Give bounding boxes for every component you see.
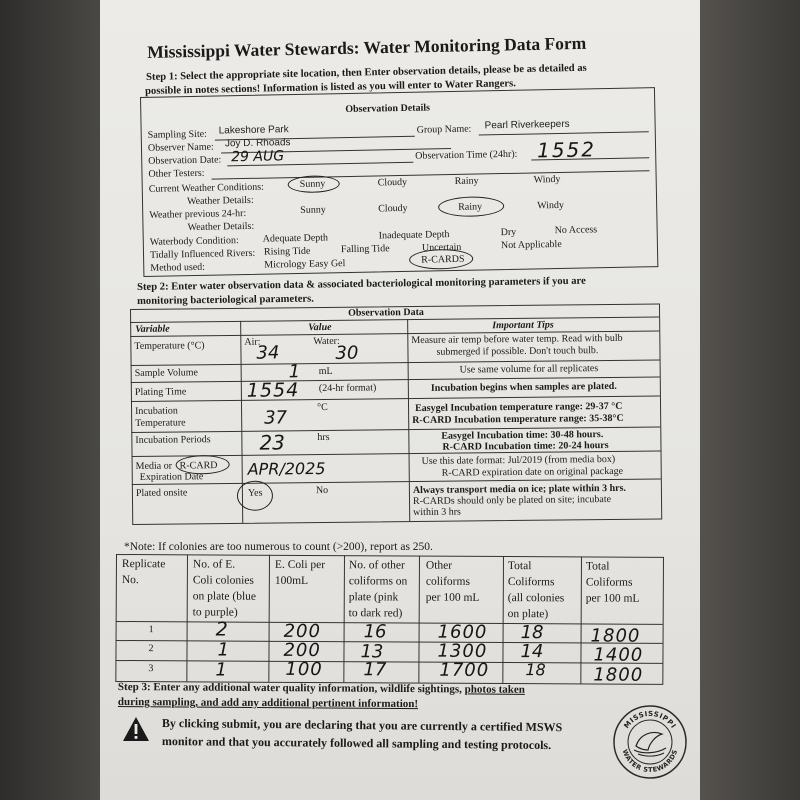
step3-line1-a: Step 3: Enter any additional water quality information, wildlife sightings, <box>117 681 465 696</box>
observer-name-value[interactable]: Joy D. Rhoads <box>224 137 291 150</box>
row3-other-100ml[interactable]: 1700 <box>439 659 490 681</box>
tidal-uncertain[interactable]: Uncertain <box>421 241 462 254</box>
incubation-temp-label-1: Incubation <box>135 405 178 417</box>
msws-seal-logo <box>612 704 688 780</box>
observation-details-heading: Observation Details <box>345 102 431 116</box>
weather-details-label-1: Weather Details: <box>186 194 254 208</box>
observation-details-box <box>140 87 658 277</box>
step1-line2: possible in notes sections! Information is listed as you will enter to Water Rangers. <box>145 78 516 97</box>
plating-time-label: Plating Time <box>134 386 187 398</box>
step3-line1-b: photos taken <box>464 683 525 696</box>
media-tip-1: Use this date format: Jul/2019 (from media box) <box>421 453 616 467</box>
step2-line1: Step 2: Enter water observation data & associated bacteriological monitoring parameters if you are <box>137 275 586 293</box>
media-label-1a: Media or <box>135 460 173 472</box>
col-value-header: Value <box>308 321 332 334</box>
sample-volume-tip: Use same volume for all replicates <box>459 363 599 376</box>
tidal-not-applicable[interactable]: Not Applicable <box>500 238 562 252</box>
plated-onsite-label: Plated onsite <box>135 487 188 499</box>
tidal-falling[interactable]: Falling Tide <box>340 243 390 256</box>
incubation-temp-tip-2: R-CARD Incubation temperature range: 35-38°C <box>412 412 624 427</box>
observation-data-heading: Observation Data <box>347 306 424 319</box>
plated-no[interactable]: No <box>315 484 329 497</box>
current-weather-label: Current Weather Conditions: <box>148 181 264 195</box>
observer-name-label: Observer Name: <box>147 141 214 154</box>
header-replicate: Replicate No. <box>121 558 166 587</box>
current-weather-rainy[interactable]: Rainy <box>454 175 479 187</box>
other-testers-label: Other Testers: <box>148 167 205 180</box>
sampling-site-value[interactable]: Lakeshore Park <box>218 124 289 137</box>
current-weather-cloudy[interactable]: Cloudy <box>377 176 408 189</box>
weather-prev-label: Weather previous 24-hr: <box>149 207 247 221</box>
weather-prev-windy[interactable]: Windy <box>537 199 565 212</box>
header-other-coliforms-plate: No. of other coliforms on plate (pink to dark red) <box>348 559 408 620</box>
incubation-period-value[interactable]: 23 <box>259 430 285 455</box>
header-total-coliforms-100ml: Total Coliforms per 100 mL <box>585 560 640 605</box>
colony-note: *Note: If colonies are too numerous to count (>200), report as 250. <box>124 541 433 553</box>
method-label: Method used: <box>150 261 206 274</box>
method-rcards[interactable]: R-CARDS <box>421 253 465 266</box>
water-value[interactable]: 30 <box>335 342 359 364</box>
air-label: Air: <box>244 336 261 348</box>
plated-yes[interactable]: Yes <box>247 487 263 499</box>
media-label-2: Expiration Date <box>139 471 204 483</box>
row2-total-100ml[interactable]: 1400 <box>593 644 644 666</box>
col-variable-header: Variable <box>135 323 170 335</box>
row2-ecoli-count[interactable]: 1 <box>217 639 230 661</box>
plated-tip-3: within 3 hrs <box>413 506 461 519</box>
step3-line2: during sampling, and add any additional pertinent information! <box>117 696 419 711</box>
row1-other-count[interactable]: 16 <box>363 621 387 643</box>
incubation-period-tip-2: R-CARD Incubation time: 20-24 hours <box>442 439 609 453</box>
current-weather-sunny[interactable]: Sunny <box>299 178 326 190</box>
row1-ecoli-100ml[interactable]: 200 <box>283 620 322 643</box>
plating-time-value[interactable]: 1554 <box>246 379 300 402</box>
temperature-tip-1: Measure air temp before water temp. Read with bulb <box>411 332 623 347</box>
current-weather-windy[interactable]: Windy <box>533 173 561 186</box>
incubation-temp-tip-1: Easygel Incubation temperature range: 29-37 °C <box>415 400 623 415</box>
row2-ecoli-100ml[interactable]: 200 <box>283 639 321 662</box>
group-name-label: Group Name: <box>416 123 472 136</box>
method-easygel[interactable]: Micrology Easy Gel <box>264 258 346 271</box>
tidal-label: Tidally Influenced Rivers: <box>149 247 256 261</box>
sample-volume-value[interactable]: 1 <box>288 361 301 383</box>
media-label-1b: R-CARD <box>179 460 218 472</box>
incubation-temp-unit: °C <box>316 401 328 414</box>
sampling-site-label: Sampling Site: <box>147 128 208 141</box>
weather-prev-cloudy[interactable]: Cloudy <box>378 202 408 215</box>
row1-replicate: 1 <box>148 624 154 636</box>
row3-ecoli-count[interactable]: 1 <box>215 659 227 681</box>
weather-details-label-2: Weather Details: <box>187 220 255 234</box>
observation-date-label: Observation Date: <box>148 154 222 167</box>
row3-ecoli-100ml[interactable]: 100 <box>285 658 323 681</box>
form-title: Mississippi Water Stewards: Water Monitoring Data Form <box>147 32 587 62</box>
svg-text:WATER STEWARDS <box>621 748 680 774</box>
sample-volume-label: Sample Volume <box>134 367 198 379</box>
media-expiration-value[interactable]: APR/2025 <box>247 458 326 479</box>
sample-volume-unit: mL <box>318 365 333 378</box>
header-ecoli-colonies: No. of E. Coli colonies on plate (blue to purple) <box>192 558 257 619</box>
temperature-tip-2: submerged if possible. Don't touch bulb. <box>436 345 599 358</box>
plating-time-tip: Incubation begins when samples are plated. <box>430 380 617 394</box>
row2-other-count[interactable]: 13 <box>360 641 384 663</box>
row1-ecoli-count[interactable]: 2 <box>215 618 228 641</box>
header-total-coliforms-plate: Total Coliforms (all colonies on plate) <box>507 560 565 621</box>
observation-time-value[interactable]: 1552 <box>536 137 597 163</box>
observation-data-table <box>130 303 662 525</box>
row1-other-100ml[interactable]: 1600 <box>437 621 488 643</box>
observation-date-value[interactable]: 29 AUG <box>231 148 285 166</box>
waterbody-no-access[interactable]: No Access <box>554 224 598 237</box>
water-label: Water: <box>313 335 340 348</box>
declaration-line1: By clicking submit, you are declaring that you are currently a certified MSWS <box>161 716 563 735</box>
temperature-label: Temperature (°C) <box>134 340 205 352</box>
row3-other-count[interactable]: 17 <box>363 659 387 681</box>
header-other-coliforms-100ml: Other coliforms per 100 mL <box>425 559 480 604</box>
row1-total-count[interactable]: 18 <box>520 622 544 644</box>
seal-top-text: MISSISSIPPI <box>622 709 678 731</box>
plating-time-unit: (24-hr format) <box>318 382 377 395</box>
row1-total-100ml[interactable]: 1800 <box>590 625 641 647</box>
row3-total-100ml[interactable]: 1800 <box>593 664 644 686</box>
step1-line1: Step 1: Select the appropriate site location, then Enter observation details, please be as detailed as <box>146 62 587 83</box>
declaration-line2: monitor and that you accurately followed all sampling and testing protocols. <box>161 734 552 753</box>
step3-line1 <box>118 681 525 696</box>
incubation-period-label: Incubation Periods <box>135 434 211 446</box>
replicate-table <box>115 554 668 687</box>
incubation-period-unit: hrs <box>317 431 330 444</box>
col-tips-header: Important Tips <box>492 319 554 332</box>
warning-icon <box>122 716 150 742</box>
incubation-temp-label-2: Temperature <box>135 417 186 429</box>
waterbody-label: Waterbody Condition: <box>149 235 239 248</box>
tidal-rising[interactable]: Rising Tide <box>263 245 311 258</box>
background-left <box>0 0 100 800</box>
row2-replicate: 2 <box>148 643 154 655</box>
media-tip-2: R-CARD expiration date on original package <box>441 465 624 479</box>
seal-bottom-text: WATER STEWARDS <box>620 748 680 775</box>
paper-form <box>100 0 700 800</box>
row2-other-100ml[interactable]: 1300 <box>437 640 488 662</box>
weather-prev-sunny[interactable]: Sunny <box>300 204 326 216</box>
background-right <box>700 0 800 800</box>
incubation-period-tip-1: Easygel Incubation time: 30-48 hours. <box>441 429 604 442</box>
waterbody-inadequate[interactable]: Inadequate Depth <box>378 229 450 242</box>
waterbody-dry[interactable]: Dry <box>500 226 517 239</box>
waterbody-adequate[interactable]: Adequate Depth <box>262 232 329 245</box>
plated-tip-1: Always transport media on ice; plate within 3 hrs. <box>412 482 627 497</box>
row2-total-count[interactable]: 14 <box>520 641 544 663</box>
header-ecoli-per-100ml: E. Coli per 100mL <box>274 558 326 588</box>
air-value[interactable]: 34 <box>256 342 280 364</box>
row3-total-count[interactable]: 18 <box>525 660 546 680</box>
weather-prev-rainy[interactable]: Rainy <box>458 201 483 213</box>
step2-line2: monitoring bacteriological parameters. <box>137 293 314 307</box>
group-name-value[interactable]: Pearl Riverkeepers <box>484 118 570 132</box>
plated-tip-2: R-CARDs should only be plated on site; incubate <box>412 493 612 508</box>
incubation-temp-value[interactable]: 37 <box>264 407 288 429</box>
row3-replicate: 3 <box>148 663 154 675</box>
observation-time-label: Observation Time (24hr): <box>415 148 518 162</box>
